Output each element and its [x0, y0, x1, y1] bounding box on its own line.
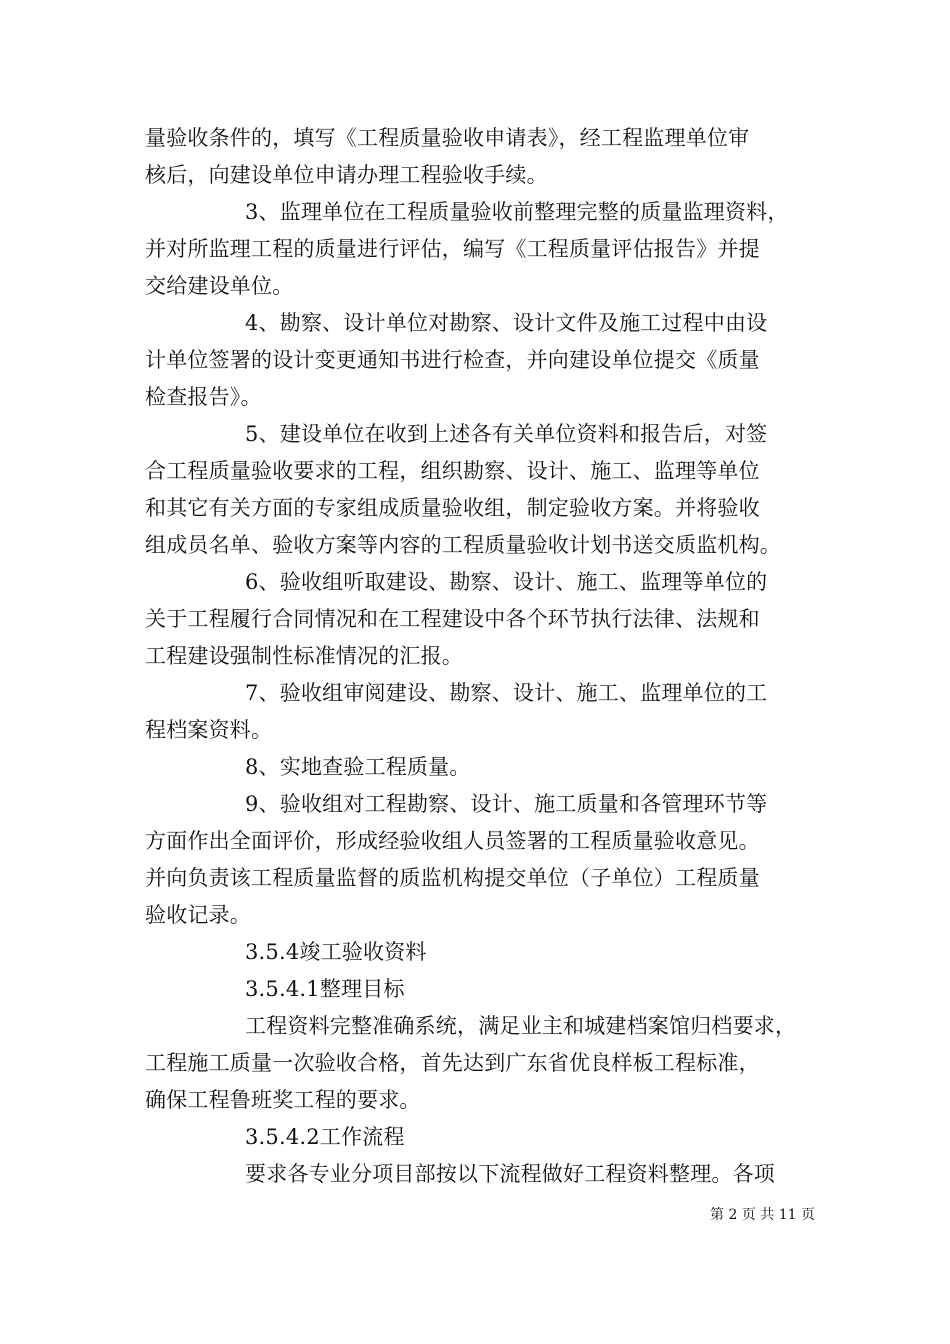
text-line: 工程资料完整准确系统，满足业主和城建档案馆归档要求， — [245, 1014, 797, 1038]
text-line: 6、验收组听取建设、勘察、设计、施工、监理等单位的 — [245, 570, 768, 594]
text-line: 4、勘察、设计单位对勘察、设计文件及施工过程中由设 — [245, 311, 768, 335]
text-line: 检查报告》。 — [145, 385, 262, 409]
text-line: 量验收条件的，填写《工程质量验收申请表》，经工程监理单位审 — [145, 126, 750, 150]
text-line: 验收记录。 — [145, 903, 251, 927]
text-line: 9、验收组对工程勘察、设计、施工质量和各管理环节等 — [245, 792, 768, 816]
text-line: 计单位签署的设计变更通知书进行检查，并向建设单位提交《质量 — [145, 348, 760, 372]
text-line: 工程施工质量一次验收合格，首先达到广东省优良样板工程标准， — [145, 1051, 760, 1075]
text-line: 交给建设单位。 — [145, 274, 294, 298]
text-line: 7、验收组审阅建设、勘察、设计、施工、监理单位的工 — [245, 681, 768, 705]
page-number: 第 2 页 共 11 页 — [710, 1207, 815, 1223]
text-line: 方面作出全面评价，形成经验收组人员签署的工程质量验收意见。 — [145, 829, 760, 853]
text-line: 3、监理单位在工程质量验收前整理完整的质量监理资料， — [245, 200, 789, 224]
text-line: 确保工程鲁班奖工程的要求。 — [145, 1088, 421, 1112]
text-line: 合工程质量验收要求的工程，组织勘察、设计、施工、监理等单位 — [145, 459, 760, 483]
text-line: 并对所监理工程的质量进行评估，编写《工程质量评估报告》并提 — [145, 237, 760, 261]
section-heading: 3.5.4竣工验收资料 — [245, 940, 427, 964]
text-line: 8、实地查验工程质量。 — [245, 755, 471, 779]
section-heading: 3.5.4.2工作流程 — [245, 1125, 405, 1149]
text-line: 核后，向建设单位申请办理工程验收手续。 — [145, 163, 548, 187]
text-line: 组成员名单、验收方案等内容的工程质量验收计划书送交质监机构。 — [145, 533, 781, 557]
section-heading: 3.5.4.1整理目标 — [245, 977, 405, 1001]
text-line: 关于工程履行合同情况和在工程建设中各个环节执行法律、法规和 — [145, 607, 760, 631]
text-line: 程档案资料。 — [145, 718, 273, 742]
text-line: 和其它有关方面的专家组成质量验收组，制定验收方案。并将验收 — [145, 496, 760, 520]
text-line: 并向负责该工程质量监督的质监机构提交单位（子单位）工程质量 — [145, 866, 760, 890]
text-line: 5、建设单位在收到上述各有关单位资料和报告后，对签 — [245, 422, 768, 446]
text-line: 要求各专业分项目部按以下流程做好工程资料整理。各项 — [245, 1162, 775, 1186]
text-line: 工程建设强制性标准情况的汇报。 — [145, 644, 463, 668]
